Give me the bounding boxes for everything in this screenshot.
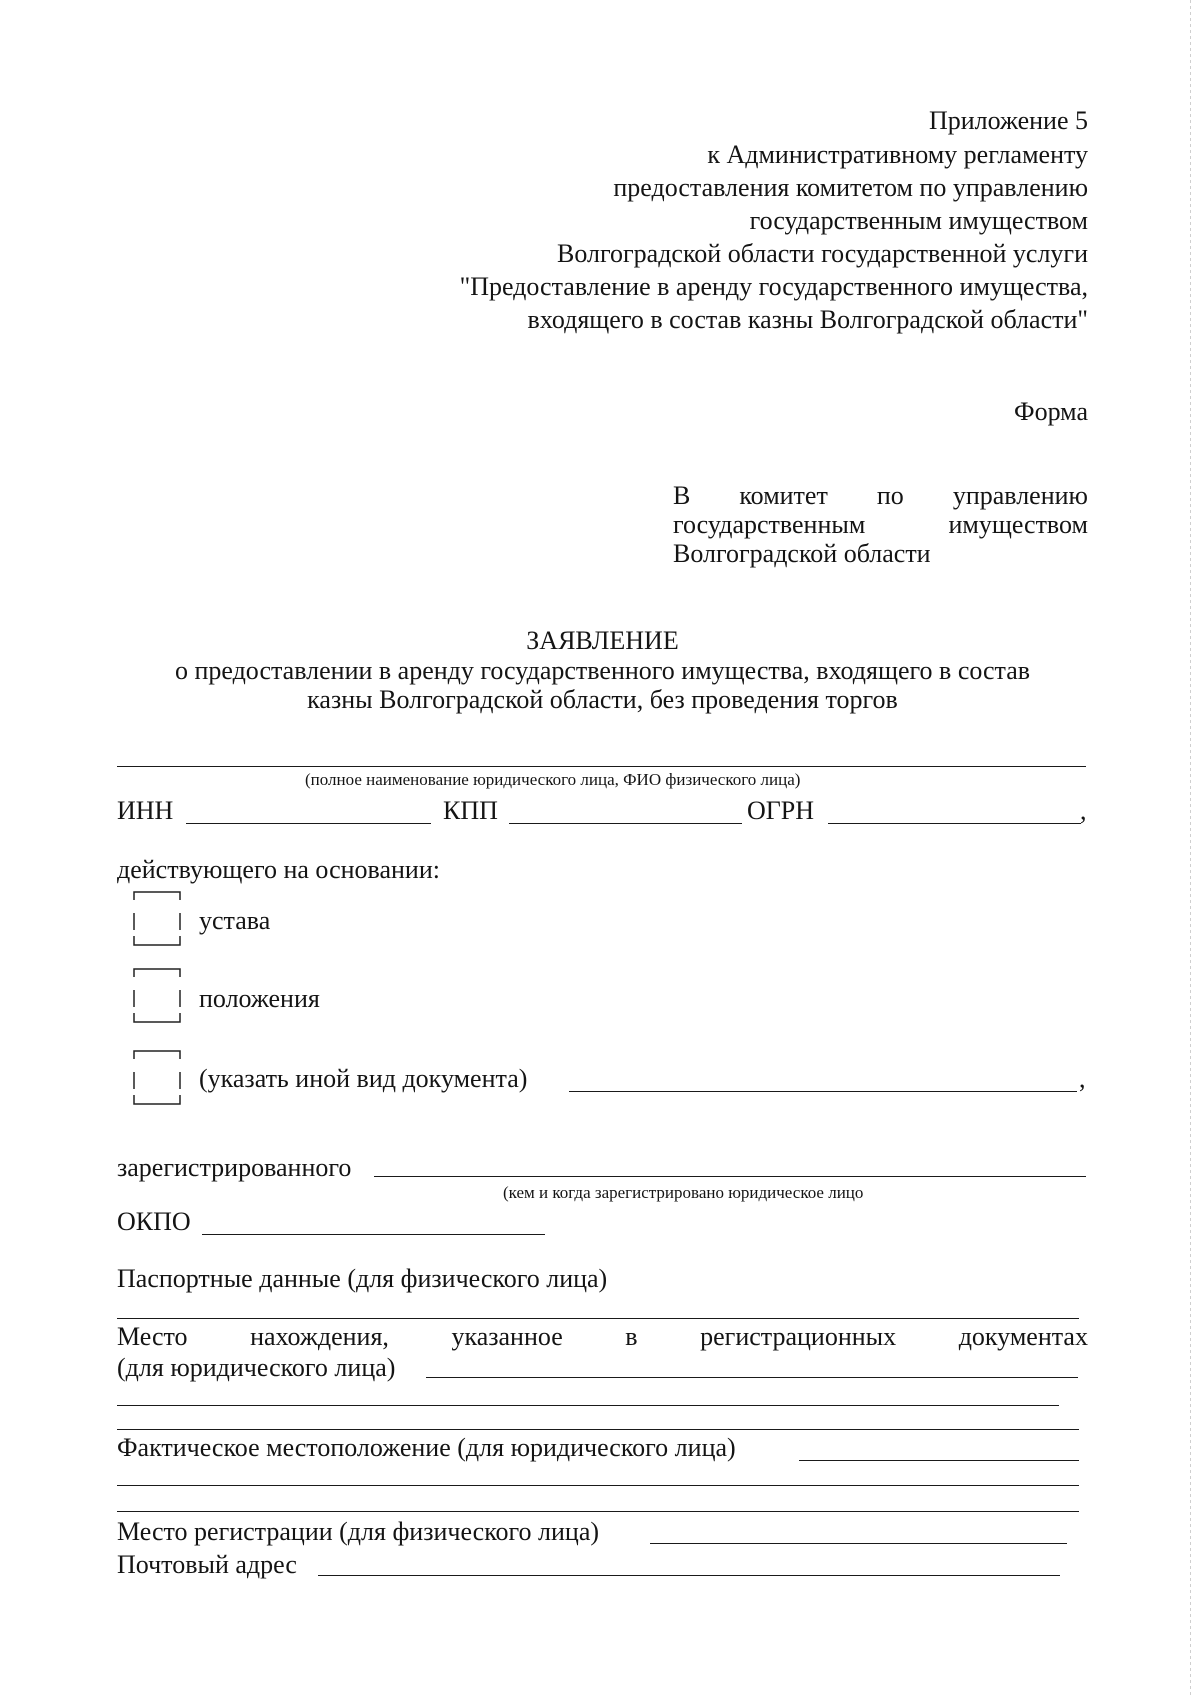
kpp-label: КПП bbox=[443, 796, 498, 825]
ogrn-label: ОГРН bbox=[747, 796, 815, 825]
passport-label: Паспортные данные (для физического лица) bbox=[117, 1264, 608, 1293]
form-label: Форма bbox=[1014, 397, 1088, 426]
header-line-6: "Предоставление в аренду государственного имущества, bbox=[459, 272, 1088, 301]
okpo-field[interactable] bbox=[202, 1234, 545, 1235]
document-subtitle-2: казны Волгоградской области, без проведения торгов bbox=[307, 685, 898, 714]
checkbox-frame-icon bbox=[133, 891, 181, 946]
inn-label: ИНН bbox=[117, 796, 174, 825]
other-document-field[interactable] bbox=[569, 1091, 1077, 1092]
ogrn-field[interactable] bbox=[828, 823, 1081, 824]
header-line-5: Волгоградской области государственной услуги bbox=[557, 239, 1088, 268]
document-title: ЗАЯВЛЕНИЕ bbox=[526, 626, 679, 655]
registration-field[interactable] bbox=[374, 1176, 1086, 1177]
postal-address-label: Почтовый адрес bbox=[117, 1550, 297, 1579]
applicant-name-field[interactable] bbox=[117, 766, 1086, 767]
header-line-1: Приложение 5 bbox=[928, 106, 1088, 135]
location-field-3[interactable] bbox=[117, 1429, 1079, 1430]
inn-field[interactable] bbox=[186, 823, 431, 824]
ogrn-comma: , bbox=[1080, 796, 1087, 825]
registration-caption: (кем и когда зарегистрировано юридическое лицо bbox=[503, 1183, 864, 1202]
checkbox-other-document[interactable] bbox=[133, 1050, 181, 1105]
actual-location-field-2[interactable] bbox=[117, 1485, 1079, 1486]
checkbox-ustav[interactable] bbox=[133, 891, 181, 946]
document-subtitle-1: о предоставлении в аренду государственного имущества, входящего в состав bbox=[174, 656, 1031, 685]
header-line-2: к Административному регламенту bbox=[707, 140, 1088, 169]
basis-label: действующего на основании: bbox=[117, 855, 440, 884]
option-ustav-label: устава bbox=[199, 906, 271, 935]
addressee-line-1: В комитет по управлению bbox=[673, 481, 1088, 510]
registration-label: зарегистрированного bbox=[117, 1153, 352, 1182]
postal-address-field[interactable] bbox=[318, 1575, 1060, 1576]
okpo-label: ОКПО bbox=[117, 1207, 191, 1236]
location-line-2: (для юридического лица) bbox=[117, 1353, 396, 1382]
header-line-7: входящего в состав казны Волгоградской области" bbox=[527, 305, 1088, 334]
checkbox-frame-icon bbox=[133, 968, 181, 1023]
location-line-1: Место нахождения, указанное в регистрационных документах bbox=[117, 1322, 1088, 1351]
header-line-3: предоставления комитетом по управлению bbox=[613, 173, 1088, 202]
addressee-line-3: Волгоградской области bbox=[673, 539, 931, 568]
location-field[interactable] bbox=[426, 1377, 1078, 1378]
actual-location-field[interactable] bbox=[799, 1460, 1079, 1461]
other-document-comma: , bbox=[1079, 1064, 1086, 1093]
header-line-4: государственным имуществом bbox=[749, 206, 1088, 235]
kpp-field[interactable] bbox=[509, 823, 742, 824]
page-edge bbox=[1190, 0, 1191, 1697]
actual-location-label: Фактическое местоположение (для юридического лица) bbox=[117, 1433, 736, 1462]
checkbox-frame-icon bbox=[133, 1050, 181, 1105]
option-polozhenie-label: положения bbox=[199, 984, 320, 1013]
addressee-line-2: государственным имуществом bbox=[673, 510, 1088, 539]
passport-field[interactable] bbox=[117, 1318, 1079, 1319]
applicant-name-caption: (полное наименование юридического лица, ФИО физического лица) bbox=[305, 770, 801, 789]
checkbox-polozhenie[interactable] bbox=[133, 968, 181, 1023]
actual-location-field-3[interactable] bbox=[117, 1511, 1079, 1512]
location-field-2[interactable] bbox=[117, 1405, 1059, 1406]
residence-label: Место регистрации (для физического лица) bbox=[117, 1517, 600, 1546]
residence-field[interactable] bbox=[650, 1543, 1067, 1544]
option-other-label: (указать иной вид документа) bbox=[199, 1064, 528, 1093]
